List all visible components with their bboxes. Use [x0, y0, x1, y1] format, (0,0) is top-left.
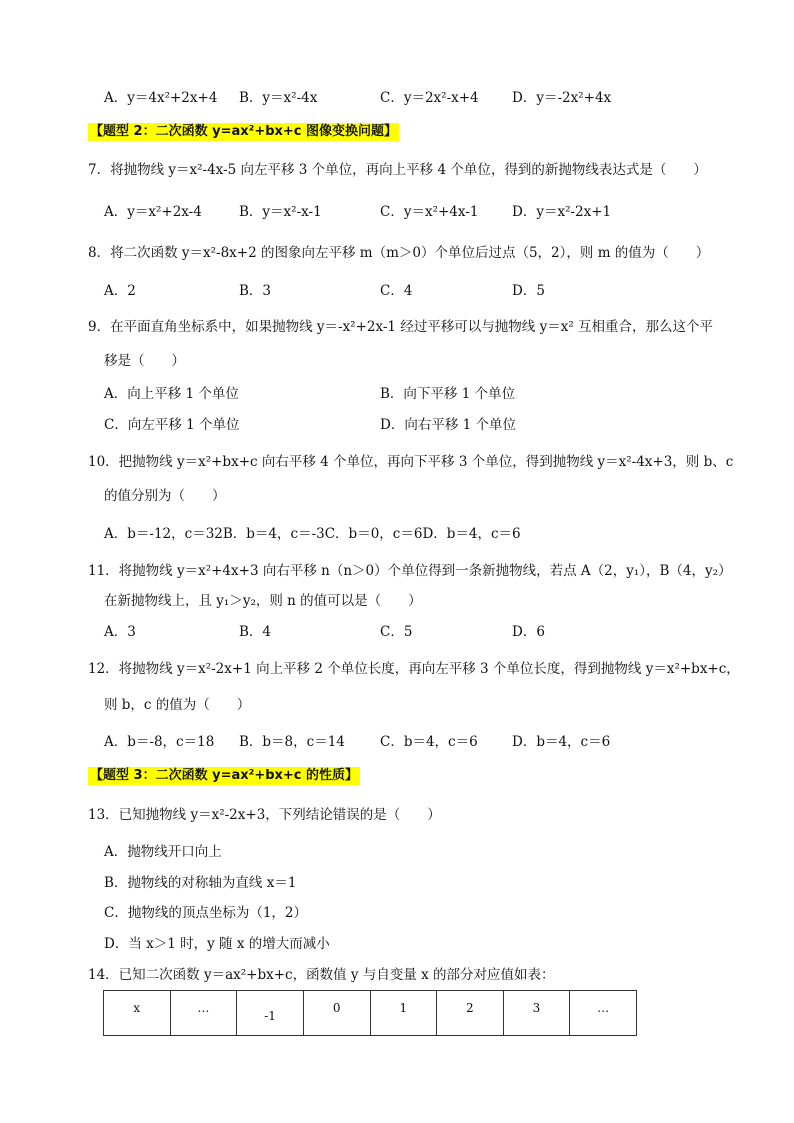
q8-option-c[interactable]: C．4	[380, 283, 413, 299]
table-cell: 2	[437, 991, 504, 1036]
q8-stem: 8．将二次函数 y＝x²-8x+2 的图象向左平移 m（m＞0）个单位后过点（5，2），则 m 的值为（ ）	[88, 245, 710, 261]
q11-option-b[interactable]: B．4	[239, 624, 272, 640]
table-cell: …	[170, 991, 237, 1036]
q6-option-b[interactable]: B．y＝x²-4x	[239, 90, 318, 106]
q14-stem: 14．已知二次函数 y＝ax²+bx+c，函数值 y 与自变量 x 的部分对应值如表：	[88, 967, 555, 983]
q7-stem: 7．将抛物线 y＝x²-4x-5 向左平移 3 个单位，再向上平移 4 个单位，得到的新抛物线表达式是（ ）	[88, 162, 707, 178]
table-cell: 0	[303, 991, 370, 1036]
table-cell: …	[570, 991, 637, 1036]
q7-option-a[interactable]: A．y＝x²+2x-4	[104, 204, 202, 220]
section-2-header: 【题型 2：二次函数 y=ax²+bx+c 图像变换问题】	[90, 124, 398, 139]
q13-option-c[interactable]: C．抛物线的顶点坐标为（1，2）	[104, 905, 308, 921]
q12-option-a[interactable]: A．b＝-8，c＝18	[104, 734, 215, 750]
table-cell: x	[104, 991, 171, 1036]
q12-option-d[interactable]: D．b＝4，c＝6	[512, 734, 611, 750]
table-cell: 3	[503, 991, 570, 1036]
q12-stem-line2: 则 b，c 的值为（ ）	[104, 697, 251, 713]
q9-option-c[interactable]: C．向左平移 1 个单位	[104, 417, 240, 433]
q6-option-c[interactable]: C．y＝2x²-x+4	[380, 90, 479, 106]
q10-stem-line2: 的值分别为（ ）	[104, 488, 226, 504]
q12-option-b[interactable]: B．b＝8，c＝14	[239, 734, 345, 750]
q7-option-b[interactable]: B．y＝x²-x-1	[239, 204, 322, 220]
q7-options	[104, 203, 664, 221]
q6-option-a[interactable]: A．y＝4x²+2x+4	[104, 90, 218, 106]
q9-options-row1	[104, 385, 664, 403]
q11-stem-line2: 在新抛物线上，且 y₁＞y₂，则 n 的值可以是（ ）	[104, 593, 422, 609]
q13-stem: 13．已知抛物线 y＝x²-2x+3，下列结论错误的是（ ）	[88, 807, 441, 823]
section-3-header: 【题型 3：二次函数 y=ax²+bx+c 的性质】	[90, 768, 359, 783]
q8-option-b[interactable]: B．3	[239, 283, 272, 299]
q10-options[interactable]: A．b＝-12，c＝32B．b＝4，c＝-3C．b＝0，c＝6D．b＝4，c＝6	[104, 526, 521, 542]
q9-option-a[interactable]: A．向上平移 1 个单位	[104, 386, 239, 402]
q7-option-c[interactable]: C．y＝x²+4x-1	[380, 204, 479, 220]
q9-option-b[interactable]: B．向下平移 1 个单位	[380, 386, 516, 402]
q11-options	[104, 623, 664, 641]
q12-stem-line1: 12．将抛物线 y＝x²-2x+1 向上平移 2 个单位长度，再向左平移 3 个单位长度，得到抛物线 y＝x²+bx+c，	[88, 661, 740, 677]
q8-option-d[interactable]: D．5	[512, 283, 545, 299]
q11-stem-line1: 11．将抛物线 y＝x²+4x+3 向右平移 n（n＞0）个单位得到一条新抛物线，若点 A（2，y₁），B（4，y₂）	[88, 563, 732, 579]
q11-option-c[interactable]: C．5	[380, 624, 413, 640]
q11-option-d[interactable]: D．6	[512, 624, 545, 640]
q12-options	[104, 733, 664, 751]
q11-option-a[interactable]: A．3	[104, 624, 136, 640]
q13-option-b[interactable]: B．抛物线的对称轴为直线 x＝1	[104, 875, 297, 891]
q9-stem-line1: 9．在平面直角坐标系中，如果抛物线 y＝-x²+2x-1 经过平移可以与抛物线 y＝x² 互相重合，那么这个平	[88, 319, 714, 335]
q12-option-c[interactable]: C．b＝4，c＝6	[380, 734, 478, 750]
q6-options	[104, 89, 664, 107]
q13-option-d[interactable]: D．当 x＞1 时，y 随 x 的增大而减小	[104, 936, 330, 952]
q7-option-d[interactable]: D．y＝x²-2x+1	[512, 204, 612, 220]
q14-value-table	[103, 990, 637, 1036]
q6-option-d[interactable]: D．y＝-2x²+4x	[512, 90, 612, 106]
table-cell: -1	[237, 991, 304, 1036]
table-cell: 1	[370, 991, 437, 1036]
q9-option-d[interactable]: D．向右平移 1 个单位	[380, 417, 516, 433]
table-row	[104, 991, 637, 1036]
q10-stem-line1: 10．把抛物线 y＝x²+bx+c 向右平移 4 个单位，再向下平移 3 个单位，得到抛物线 y＝x²-4x+3，则 b、c	[88, 454, 734, 470]
q9-stem-line2: 移是（ ）	[104, 353, 185, 369]
q9-options-row2	[104, 416, 664, 434]
q8-options	[104, 282, 664, 300]
q8-option-a[interactable]: A．2	[104, 283, 136, 299]
q13-option-a[interactable]: A．抛物线开口向上	[104, 844, 222, 860]
